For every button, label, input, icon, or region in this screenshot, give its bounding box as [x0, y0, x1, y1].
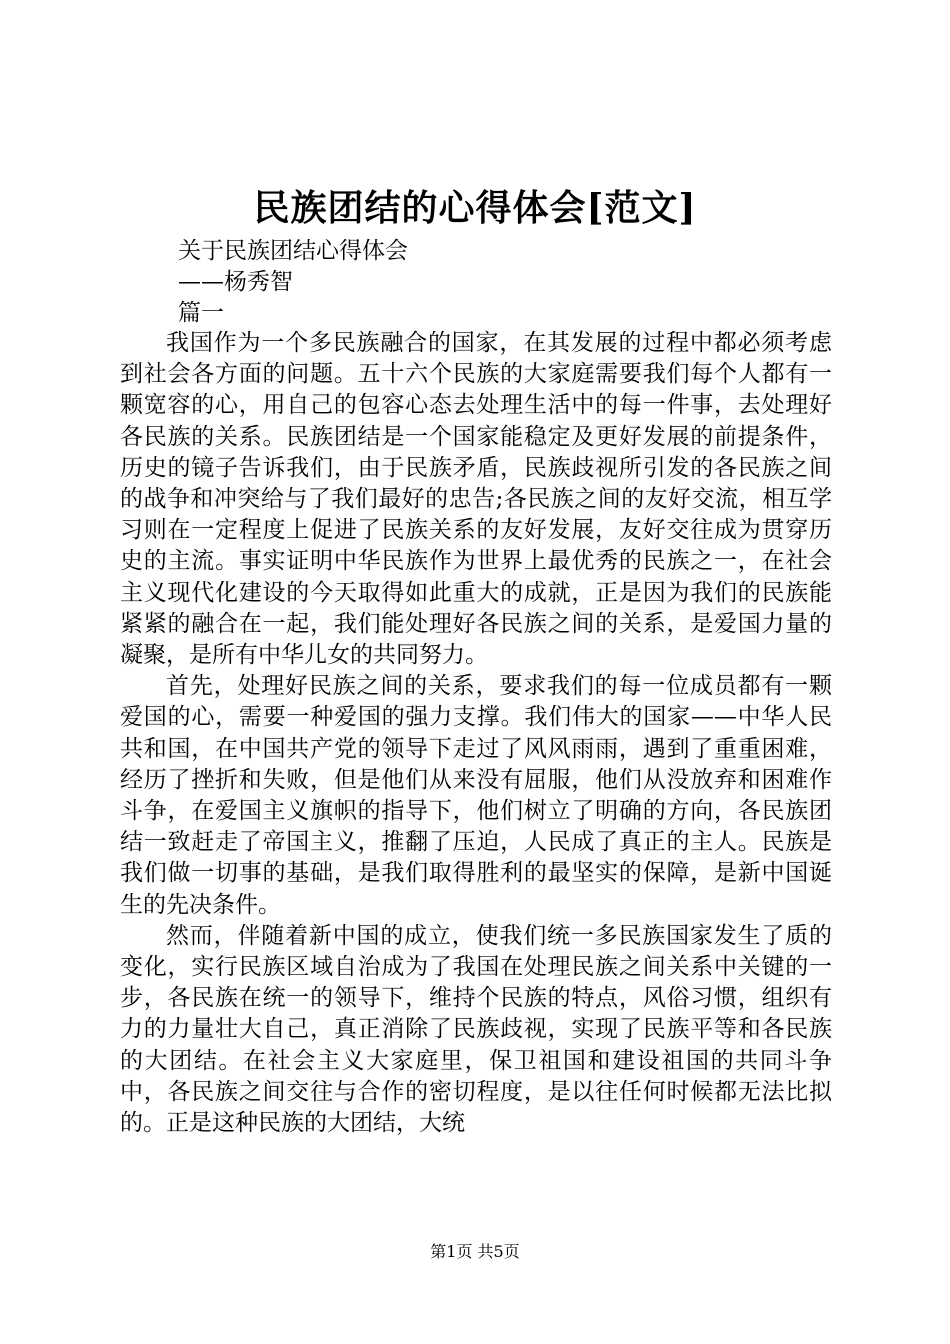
- document-title: 民族团结的心得体会[范文]: [253, 187, 697, 229]
- paragraph: 我国作为一个多民族融合的国家，在其发展的过程中都必须考虑到社会各方面的问题。五十六个民族的大家庭需要我们每个人都有一颗宽容的心，用自己的包容心态去处理生活中的每一件事，去处理好各民族的关系。民族团结是一个国家能稳定及更好发展的前提条件，历史的镜子告诉我们，由于民族矛盾，民族歧视所引发的各民族之间的战争和冲突给与了我们最好的忠告;各民族之间的友好交流，相互学习则在一定程度上促进了民族关系的友好发展，友好交往成为贯穿历史的主流。事实证明中华民族作为世界上最优秀的民族之一，在社会主义现代化建设的今天取得如此重大的成就，正是因为我们的民族能紧紧的融合在一起，我们能处理好各民族之间的关系，是爱国力量的凝聚，是所有中华儿女的共同努力。: [120, 330, 832, 669]
- page-footer: 第1页 共5页: [430, 1242, 520, 1261]
- author-line: ——杨秀智: [178, 269, 293, 295]
- body-text: [120, 328, 832, 1139]
- section-heading: 篇一: [178, 300, 224, 326]
- paragraph: 然而，伴随着新中国的成立，使我们统一多民族国家发生了质的变化，实行民族区域自治成为了我国在处理民族之间关系中关键的一步，各民族在统一的领导下，维持个民族的特点，风俗习惯，组织有力的力量壮大自己，真正消除了民族歧视，实现了民族平等和各民族的大团结。在社会主义大家庭里，保卫祖国和建设祖国的共同斗争中，各民族之间交往与合作的密切程度，是以往任何时候都无法比拟的。正是这种民族的大团结，大统: [120, 922, 832, 1137]
- subtitle: 关于民族团结心得体会: [178, 238, 408, 264]
- paragraph: 首先，处理好民族之间的关系，要求我们的每一位成员都有一颗爱国的心，需要一种爱国的强力支撑。我们伟大的国家——中华人民共和国，在中国共产党的领导下走过了风风雨雨，遇到了重重困难，经历了挫折和失败，但是他们从来没有屈服，他们从没放弃和困难作斗争，在爱国主义旗帜的指导下，他们树立了明确的方向，各民族团结一致赶走了帝国主义，推翻了压迫，人民成了真正的主人。民族是我们做一切事的基础，是我们取得胜利的最坚实的保障，是新中国诞生的先决条件。: [120, 673, 832, 918]
